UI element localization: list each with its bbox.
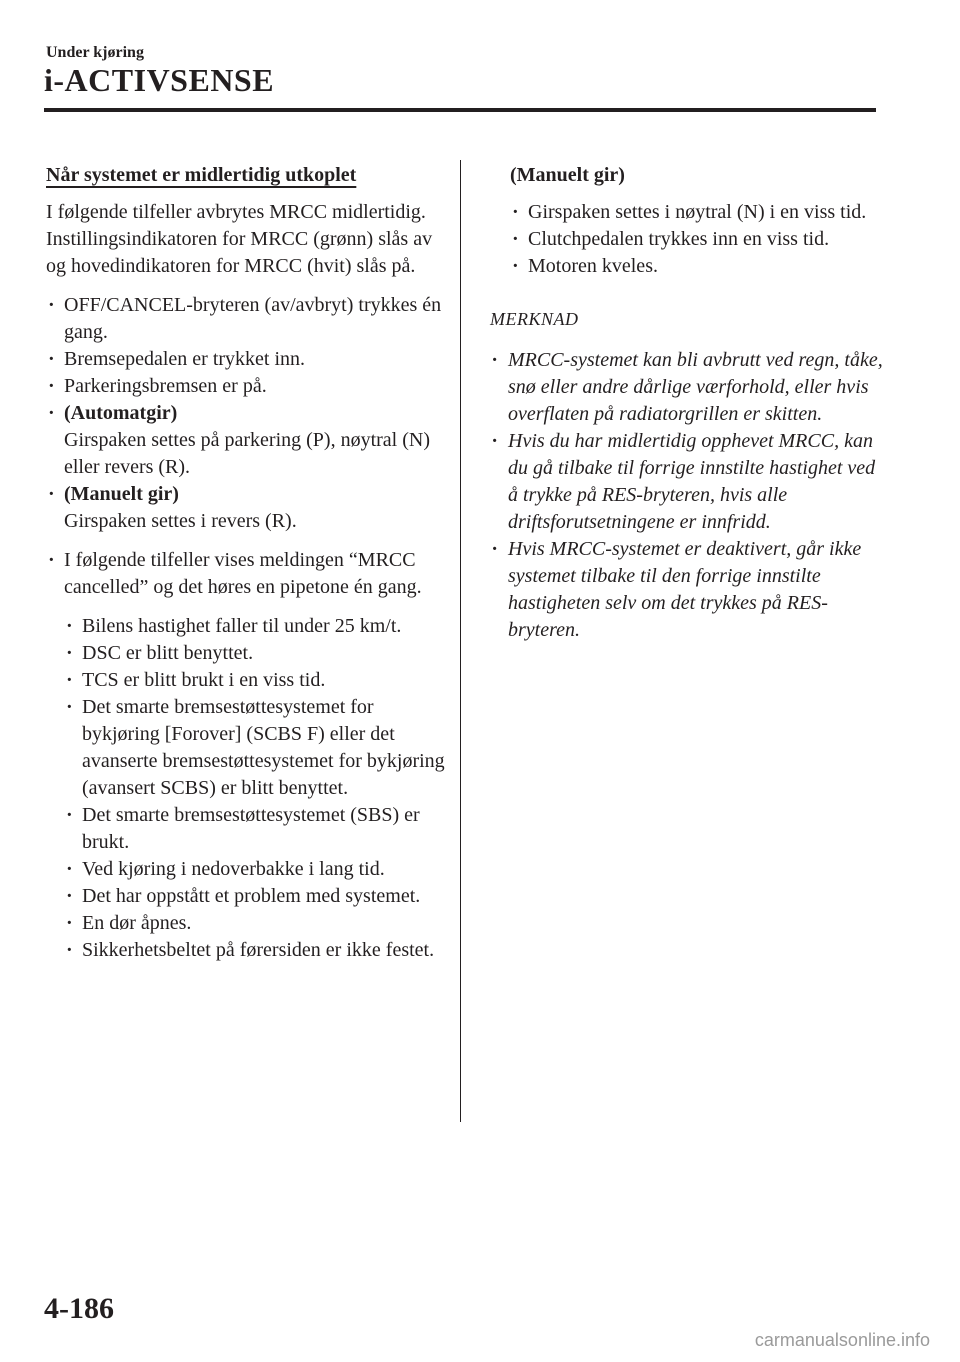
list-item: · Sikkerhetsbeltet på førersiden er ikke festet. (64, 937, 446, 964)
page-number: 4-186 (44, 1292, 114, 1325)
list-item: · Girspaken settes i nøytral (N) i en viss tid. (510, 199, 890, 226)
manuelt-text: Girspaken settes i revers (R). (64, 510, 297, 532)
list-item-automat (46, 400, 446, 481)
list-item-manuelt (46, 481, 446, 535)
list-item: · OFF/CANCEL-bryteren (av/avbryt) trykkes én gang. (46, 292, 446, 346)
header-rule (44, 108, 876, 112)
list-item: · Bilens hastighet faller til under 25 km/t. (64, 613, 446, 640)
list-item: · Ved kjøring i nedoverbakke i lang tid. (64, 856, 446, 883)
column-divider (460, 160, 461, 1122)
section-subhead: Når systemet er midlertidig utkoplet (46, 164, 357, 186)
note-item: · Hvis MRCC-systemet er deaktivert, går ikke systemet tilbake til den forrige innstilte hastigheten selv om det trykkes på RES-bryteren. (490, 536, 890, 644)
automat-label: (Automatgir) (64, 402, 178, 424)
list-item: · DSC er blitt benyttet. (64, 640, 446, 667)
list-item: · Det smarte bremsestøttesystemet (SBS) er brukt. (64, 802, 446, 856)
manual-gear-title: (Manuelt gir) (510, 164, 625, 186)
list-item: · Parkeringsbremsen er på. (46, 373, 446, 400)
list-item: · Det har oppstått et problem med systemet. (64, 883, 446, 910)
list-item: · Motoren kveles. (510, 253, 890, 280)
left-column (46, 162, 446, 964)
intro-paragraph: I følgende tilfeller avbrytes MRCC midlertidig. Instillingsindikatoren for MRCC (grønn) slås av og hovedindikatoren for MRCC (hvit) slås på. (46, 201, 433, 277)
list-item: · Det smarte bremsestøttesystemet for bykjøring [Forover] (SCBS F) eller det avanserte bremsestøttesystemet for bykjøring (avansert SCBS) er blitt benyttet. (64, 694, 446, 802)
note-list (490, 347, 890, 644)
list-item: · En dør åpnes. (64, 910, 446, 937)
manuelt-label: (Manuelt gir) (64, 483, 179, 505)
note-heading: MERKNAD (490, 309, 579, 329)
automat-text: Girspaken settes på parkering (P), nøytral (N) eller revers (R). (64, 429, 430, 478)
list-item-message (46, 547, 446, 964)
note-item: · MRCC-systemet kan bli avbrutt ved regn, tåke, snø eller andre dårlige værforhold, eller hvis overflaten på radiatorgrillen er skitten. (490, 347, 890, 428)
right-column (490, 162, 890, 644)
manual-gear-list (490, 199, 890, 280)
section-label: Under kjøring (46, 44, 144, 61)
message-intro: I følgende tilfeller vises meldingen “MRCC cancelled” og det høres en pipetone én gang. (64, 549, 422, 598)
watermark: carmanualsonline.info (754, 1330, 930, 1350)
cancel-conditions-list (46, 292, 446, 964)
list-item: · Clutchpedalen trykkes inn en viss tid. (510, 226, 890, 253)
list-item: · TCS er blitt brukt i en viss tid. (64, 667, 446, 694)
page-title: i-ACTIVSENSE (44, 62, 275, 98)
list-item: · Bremsepedalen er trykket inn. (46, 346, 446, 373)
note-item: · Hvis du har midlertidig opphevet MRCC, kan du gå tilbake til forrige innstilte hastighet ved å trykke på RES-bryteren, hvis alle driftsforutsetningene er innfridd. (490, 428, 890, 536)
message-conditions-list (64, 613, 446, 964)
